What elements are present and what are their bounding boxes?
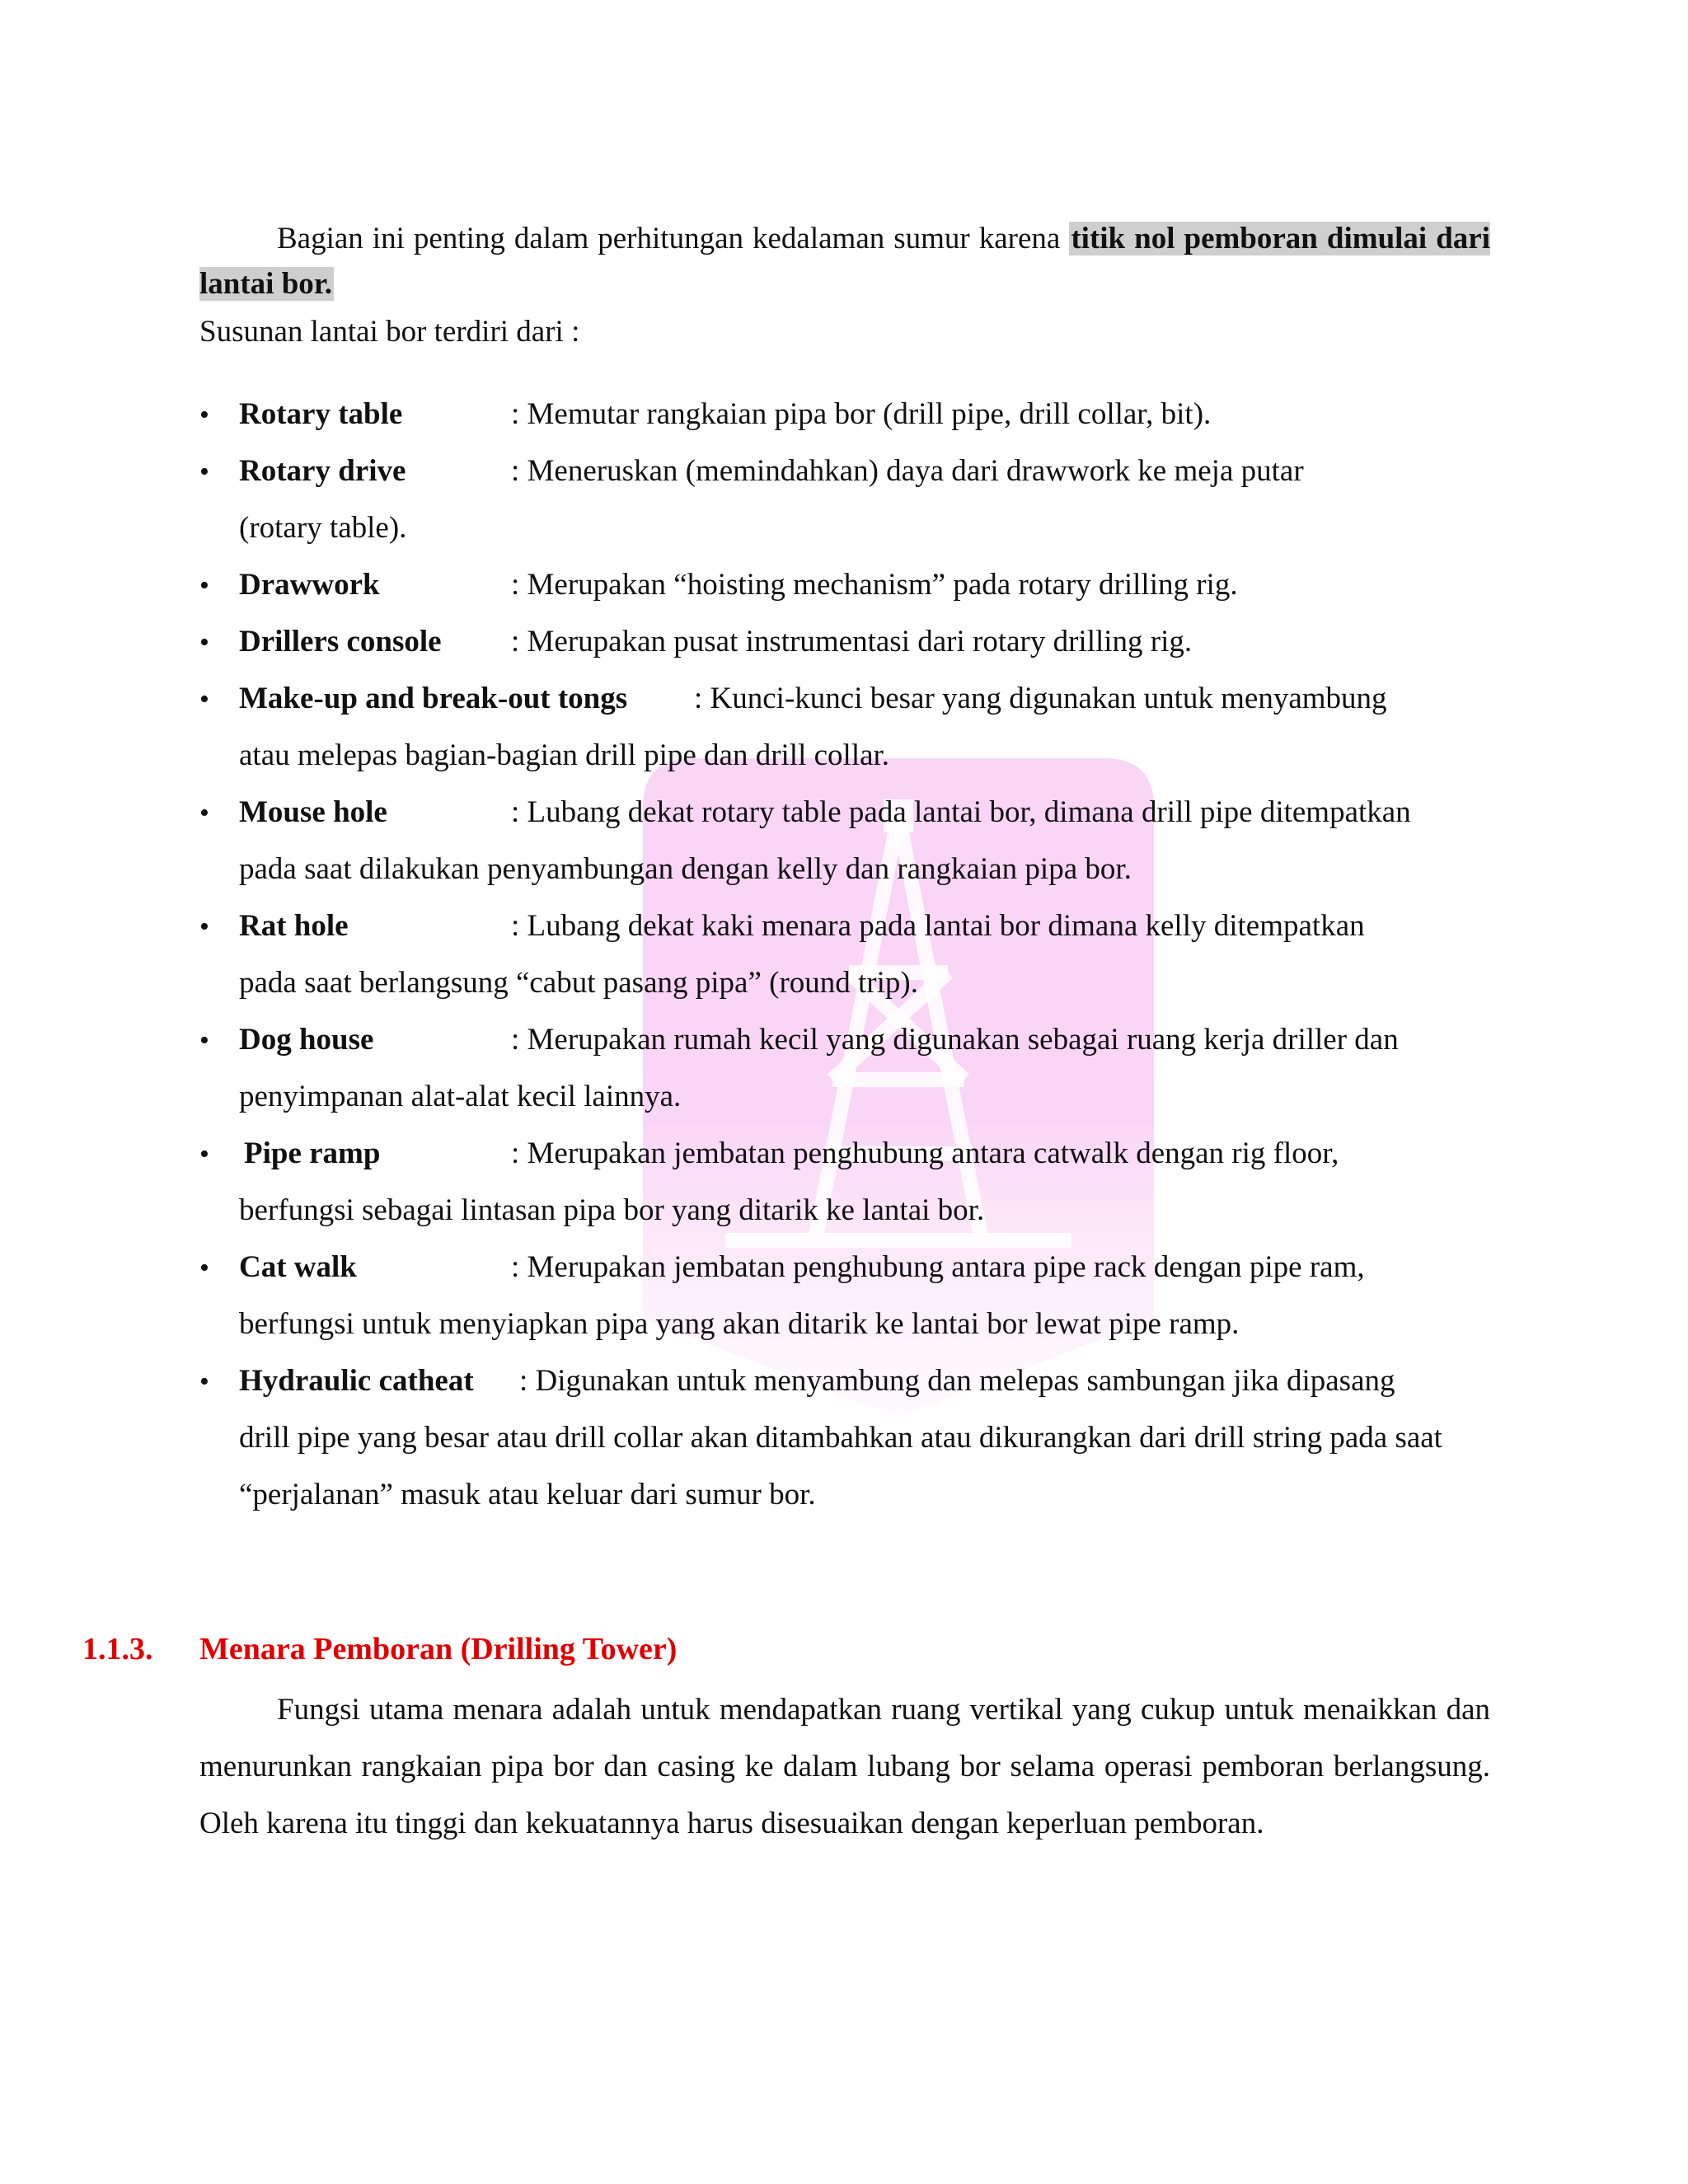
item-desc: : Merupakan “hoisting mechanism” pada rotary drilling rig.: [511, 568, 1238, 602]
item-desc: : Lubang dekat kaki menara pada lantai bor dimana kelly ditempatkan: [511, 909, 1365, 943]
intro-text: Bagian ini penting dalam perhitungan kedalaman sumur karena: [277, 222, 1070, 255]
bullet-icon: [199, 784, 219, 841]
item-continuation: atau melepas bagian-bagian drill pipe dan drill collar.: [239, 738, 890, 772]
bullet-icon: [199, 613, 219, 671]
item-desc: : Meneruskan (memindahkan) daya dari drawwork ke meja putar: [511, 454, 1304, 488]
item-term: Hydraulic catheat: [239, 1364, 474, 1398]
bullet-icon: [199, 556, 219, 614]
section-number: 1.1.3.: [82, 1632, 153, 1666]
item-continuation: berfungsi untuk menyiapkan pipa yang akan ditarik ke lantai bor lewat pipe ramp.: [239, 1307, 1240, 1341]
item-continuation: penyimpanan alat-alat kecil lainnya.: [239, 1080, 682, 1113]
item-term: Pipe ramp: [244, 1137, 381, 1170]
intro-paragraph: [199, 216, 1490, 307]
item-desc: : Digunakan untuk menyambung dan melepas sambungan jika dipasang: [519, 1364, 1395, 1398]
item-term: Mouse hole: [239, 795, 387, 829]
item-desc: : Lubang dekat rotary table pada lantai bor, dimana drill pipe ditempatkan: [511, 795, 1411, 829]
bullet-icon: [199, 443, 219, 500]
item-term: Dog house: [239, 1023, 374, 1057]
item-continuation: pada saat dilakukan penyambungan dengan kelly dan rangkaian pipa bor.: [239, 852, 1132, 886]
bullet-icon: [199, 1352, 219, 1410]
section-title: Menara Pemboran (Drilling Tower): [199, 1632, 678, 1666]
item-desc: : Merupakan pusat instrumentasi dari rotary drilling rig.: [511, 625, 1193, 658]
item-desc: : Memutar rangkaian pipa bor (drill pipe, drill collar, bit).: [511, 397, 1212, 431]
item-desc: : Merupakan rumah kecil yang digunakan sebagai ruang kerja driller dan: [511, 1023, 1399, 1057]
item-desc: : Merupakan jembatan penghubung antara catwalk dengan rig floor,: [511, 1137, 1339, 1170]
section-body: [199, 1681, 1490, 1852]
bullet-icon: [199, 1011, 219, 1069]
item-term: Rat hole: [239, 909, 349, 943]
item-term: Rotary table: [239, 397, 403, 431]
list-intro: Susunan lantai bor terdiri dari :: [199, 315, 580, 349]
bullet-icon: [199, 670, 219, 728]
bullet-icon: [199, 386, 219, 443]
item-desc: : Merupakan jembatan penghubung antara pipe rack dengan pipe ram,: [511, 1250, 1365, 1284]
bullet-icon: [199, 898, 219, 955]
item-term: Cat walk: [239, 1250, 357, 1284]
highlighted-text: titik nol pemboran dimulai dari lantai bor.: [199, 222, 1490, 301]
section-body-text: Fungsi utama menara adalah untuk mendapatkan ruang vertikal yang cukup untuk menaikkan dan menurunkan rangkaian pipa bor dan casing ke dalam lubang bor selama operasi pemboran berlangsung. Oleh karena itu tinggi dan kekuatannya harus disesuaikan dengan keperluan pemboran.: [199, 1693, 1490, 1840]
bullet-icon: [199, 1125, 219, 1183]
item-desc: : Kunci-kunci besar yang digunakan untuk menyambung: [694, 682, 1387, 715]
item-continuation: drill pipe yang besar atau drill collar akan ditambahkan atau dikurangkan dari drill string pada saat “perjalanan” masuk atau keluar dari sumur bor.: [239, 1421, 1442, 1511]
item-term: Rotary drive: [239, 454, 406, 488]
item-term: Make-up and break-out tongs: [239, 682, 628, 715]
item-continuation: berfungsi sebagai lintasan pipa bor yang ditarik ke lantai bor.: [239, 1193, 985, 1227]
item-term: Drillers console: [239, 625, 442, 658]
item-term: Drawwork: [239, 568, 380, 602]
bullet-icon: [199, 1239, 219, 1296]
item-continuation: pada saat berlangsung “cabut pasang pipa” (round trip).: [239, 966, 918, 1000]
item-continuation: (rotary table).: [239, 511, 407, 545]
